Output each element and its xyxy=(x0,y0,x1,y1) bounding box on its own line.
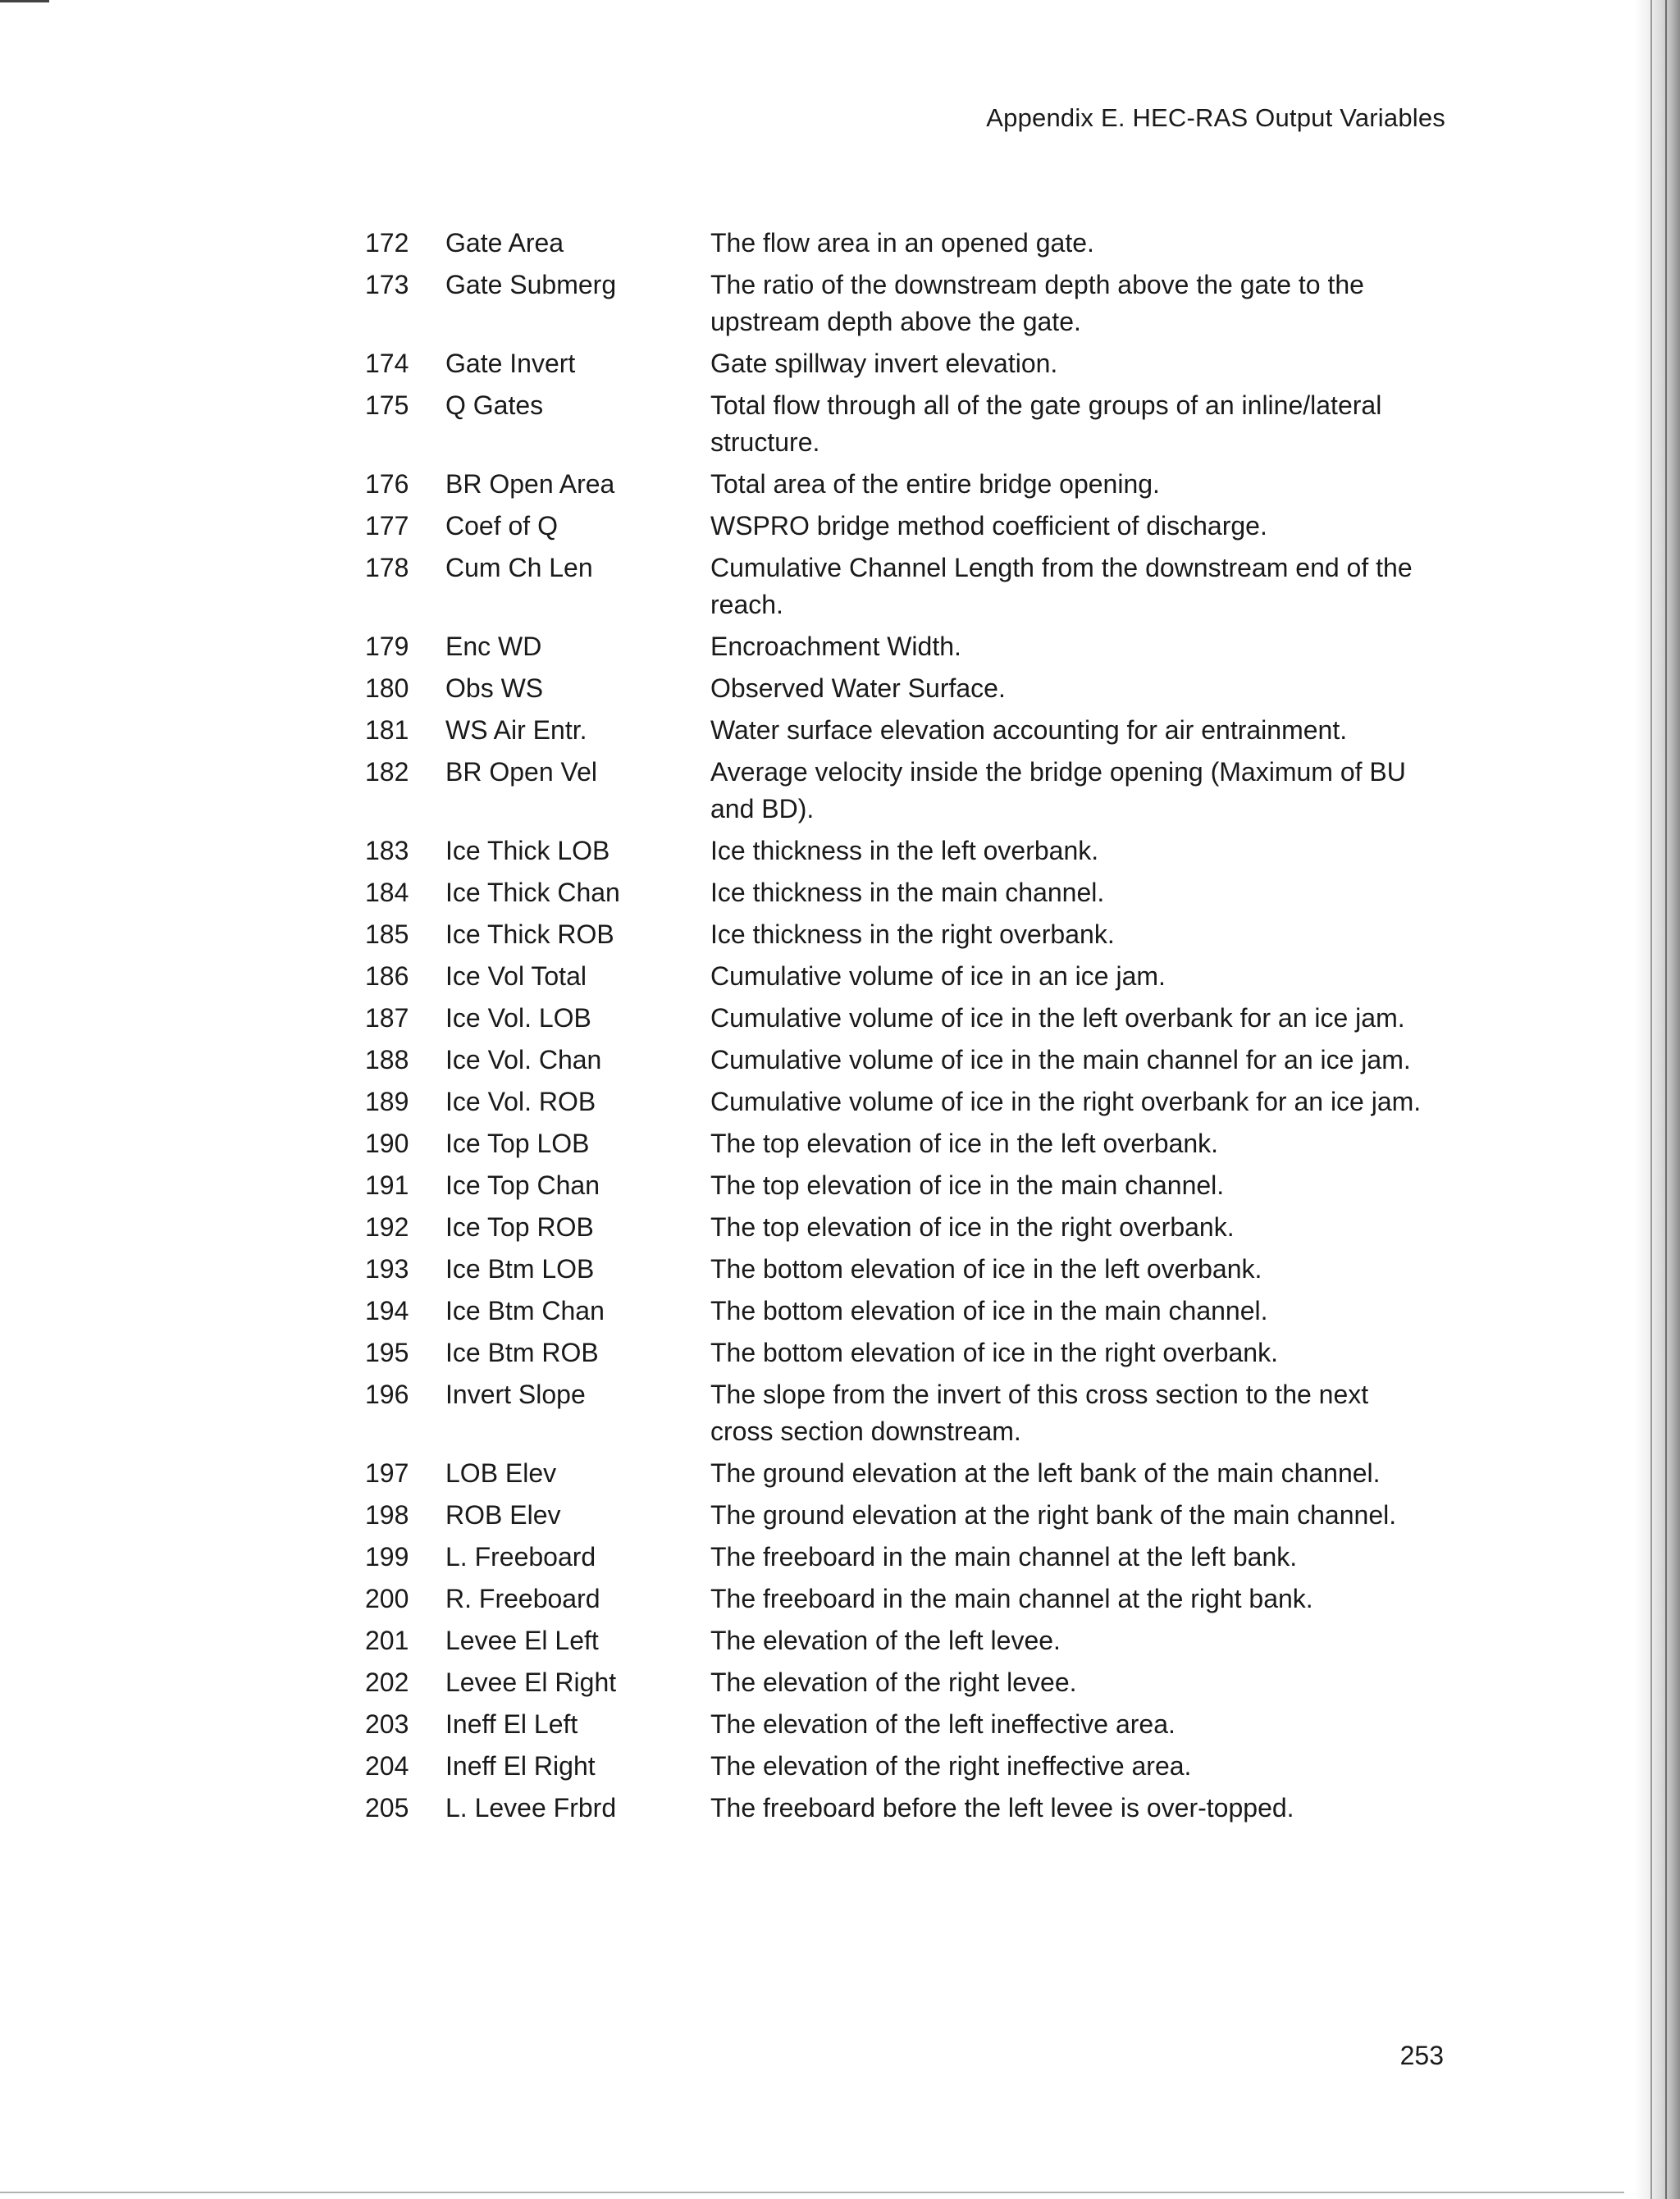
table-row xyxy=(365,1790,1448,1827)
variable-name: Ice Thick Chan xyxy=(445,878,620,907)
variable-name: Ineff El Left xyxy=(445,1709,578,1739)
variable-number: 194 xyxy=(365,1296,409,1325)
variable-name: Ice Vol. Chan xyxy=(445,1045,602,1074)
variable-description: The elevation of the right ineffective area. xyxy=(710,1751,1192,1781)
variable-number: 188 xyxy=(365,1045,409,1074)
variable-description: Cumulative Channel Length from the downstream end of the reach. xyxy=(710,553,1413,619)
variable-name: Levee El Right xyxy=(445,1667,617,1697)
table-row xyxy=(365,1581,1448,1617)
variable-name: Ineff El Right xyxy=(445,1751,596,1781)
variable-description: The bottom elevation of ice in the main channel. xyxy=(710,1296,1268,1325)
variable-name: Cum Ch Len xyxy=(445,553,593,582)
variable-description: The flow area in an opened gate. xyxy=(710,228,1094,258)
table-row xyxy=(365,1706,1448,1743)
variable-number: 172 xyxy=(365,228,409,258)
table-row xyxy=(365,833,1448,869)
table-row xyxy=(365,1539,1448,1576)
variable-description: Ice thickness in the left overbank. xyxy=(710,836,1099,865)
table-row xyxy=(365,958,1448,995)
variable-number: 190 xyxy=(365,1129,409,1158)
table-row xyxy=(365,1497,1448,1534)
table-row xyxy=(365,1664,1448,1701)
variable-description: The freeboard in the main channel at the right bank. xyxy=(710,1584,1313,1613)
variable-name: Ice Top ROB xyxy=(445,1212,594,1242)
variable-description: Ice thickness in the main channel. xyxy=(710,878,1105,907)
variable-name: Ice Top Chan xyxy=(445,1170,600,1200)
variable-number: 204 xyxy=(365,1751,409,1781)
variable-number: 187 xyxy=(365,1003,409,1033)
table-row xyxy=(365,874,1448,911)
spine-line xyxy=(1665,0,1667,2199)
variable-description: Total area of the entire bridge opening. xyxy=(710,469,1160,499)
variable-name: Ice Thick LOB xyxy=(445,836,610,865)
variable-name: LOB Elev xyxy=(445,1458,557,1488)
variable-number: 183 xyxy=(365,836,409,865)
variable-description: The ground elevation at the left bank of the main channel. xyxy=(710,1458,1381,1488)
variable-number: 185 xyxy=(365,919,409,949)
variable-description: Total flow through all of the gate groups of an inline/lateral structure. xyxy=(710,390,1382,457)
variable-name: Ice Vol. ROB xyxy=(445,1087,596,1116)
variable-name: Ice Top LOB xyxy=(445,1129,590,1158)
variable-name: Ice Btm Chan xyxy=(445,1296,605,1325)
variable-number: 200 xyxy=(365,1584,409,1613)
variable-number: 198 xyxy=(365,1500,409,1530)
variable-number: 203 xyxy=(365,1709,409,1739)
variable-name: Coef of Q xyxy=(445,511,558,541)
table-row xyxy=(365,1125,1448,1162)
variable-number: 205 xyxy=(365,1793,409,1823)
variable-description: The ratio of the downstream depth above the gate to the upstream depth above the gate. xyxy=(710,270,1364,336)
table-row xyxy=(365,1622,1448,1659)
variable-description: Observed Water Surface. xyxy=(710,673,1006,703)
table-row xyxy=(365,1748,1448,1785)
spine-line xyxy=(1650,0,1652,2199)
variable-description: The top elevation of ice in the main channel. xyxy=(710,1170,1225,1200)
variable-description: Cumulative volume of ice in an ice jam. xyxy=(710,961,1166,991)
variable-name: BR Open Area xyxy=(445,469,615,499)
table-row xyxy=(365,508,1448,545)
table-row xyxy=(365,1455,1448,1492)
variable-description: Encroachment Width. xyxy=(710,632,961,661)
variable-number: 184 xyxy=(365,878,409,907)
running-header: Appendix E. HEC-RAS Output Variables xyxy=(986,103,1445,132)
table-row xyxy=(365,1293,1448,1330)
variable-number: 193 xyxy=(365,1254,409,1284)
variable-description: Cumulative volume of ice in the right overbank for an ice jam. xyxy=(710,1087,1422,1116)
variable-description: The elevation of the left ineffective area. xyxy=(710,1709,1176,1739)
variable-description: Gate spillway invert elevation. xyxy=(710,349,1058,378)
table-row xyxy=(365,916,1448,953)
table-row xyxy=(365,1334,1448,1371)
variable-name: Ice Vol Total xyxy=(445,961,587,991)
table-row xyxy=(365,1167,1448,1204)
variable-description: The elevation of the right levee. xyxy=(710,1667,1077,1697)
variable-number: 195 xyxy=(365,1338,409,1367)
variable-name: BR Open Vel xyxy=(445,757,597,787)
table-row xyxy=(365,628,1448,665)
variable-description: Water surface elevation accounting for air entrainment. xyxy=(710,715,1348,745)
variable-number: 196 xyxy=(365,1380,409,1409)
variable-name: ROB Elev xyxy=(445,1500,561,1530)
variable-description: The top elevation of ice in the left overbank. xyxy=(710,1129,1219,1158)
variable-number: 186 xyxy=(365,961,409,991)
variable-number: 199 xyxy=(365,1542,409,1572)
variable-number: 191 xyxy=(365,1170,409,1200)
table-row xyxy=(365,345,1448,382)
variable-name: L. Freeboard xyxy=(445,1542,596,1572)
variable-number: 201 xyxy=(365,1626,409,1655)
variable-number: 173 xyxy=(365,270,409,299)
table-row xyxy=(365,712,1448,749)
variable-name: L. Levee Frbrd xyxy=(445,1793,617,1823)
variable-description: The elevation of the left levee. xyxy=(710,1626,1061,1655)
variable-number: 178 xyxy=(365,553,409,582)
table-row xyxy=(365,754,1448,828)
scan-bottom-edge xyxy=(0,2192,1624,2193)
variable-description: The bottom elevation of ice in the right overbank. xyxy=(710,1338,1278,1367)
variable-number: 189 xyxy=(365,1087,409,1116)
variable-description: The ground elevation at the right bank of the main channel. xyxy=(710,1500,1397,1530)
variable-description: The freeboard in the main channel at the left bank. xyxy=(710,1542,1298,1572)
table-row xyxy=(365,466,1448,503)
variable-description: The slope from the invert of this cross section to the next cross section downstream. xyxy=(710,1380,1369,1446)
variable-number: 197 xyxy=(365,1458,409,1488)
variable-number: 192 xyxy=(365,1212,409,1242)
table-row xyxy=(365,1376,1448,1450)
variable-name: Obs WS xyxy=(445,673,544,703)
variable-description: The freeboard before the left levee is over-topped. xyxy=(710,1793,1294,1823)
book-spine-shadow xyxy=(1634,0,1680,2199)
variable-name: Levee El Left xyxy=(445,1626,599,1655)
output-variables-table xyxy=(365,225,1448,1832)
variable-number: 174 xyxy=(365,349,409,378)
variable-number: 175 xyxy=(365,390,409,420)
variable-number: 176 xyxy=(365,469,409,499)
variable-name: WS Air Entr. xyxy=(445,715,587,745)
variable-name: Enc WD xyxy=(445,632,542,661)
variable-name: Gate Invert xyxy=(445,349,576,378)
table-row xyxy=(365,1251,1448,1288)
variable-description: The bottom elevation of ice in the left overbank. xyxy=(710,1254,1262,1284)
variable-name: Q Gates xyxy=(445,390,544,420)
table-row xyxy=(365,267,1448,340)
variable-number: 182 xyxy=(365,757,409,787)
variable-number: 177 xyxy=(365,511,409,541)
variable-description: Cumulative volume of ice in the main channel for an ice jam. xyxy=(710,1045,1411,1074)
variable-name: Ice Btm LOB xyxy=(445,1254,595,1284)
table-row xyxy=(365,387,1448,461)
variable-name: Ice Thick ROB xyxy=(445,919,614,949)
variable-name: Gate Submerg xyxy=(445,270,617,299)
table-row xyxy=(365,550,1448,623)
variable-number: 202 xyxy=(365,1667,409,1697)
variable-description: Cumulative volume of ice in the left overbank for an ice jam. xyxy=(710,1003,1405,1033)
page-number: 253 xyxy=(1399,2041,1444,2070)
variable-name: Invert Slope xyxy=(445,1380,586,1409)
table-row xyxy=(365,1042,1448,1079)
table-row xyxy=(365,1084,1448,1120)
variable-description: Average velocity inside the bridge opening (Maximum of BU and BD). xyxy=(710,757,1406,823)
table-row xyxy=(365,670,1448,707)
variable-name: Ice Btm ROB xyxy=(445,1338,599,1367)
variable-number: 179 xyxy=(365,632,409,661)
variable-name: Gate Area xyxy=(445,228,564,258)
table-row xyxy=(365,225,1448,262)
table-row xyxy=(365,1209,1448,1246)
variable-number: 180 xyxy=(365,673,409,703)
variable-name: R. Freeboard xyxy=(445,1584,600,1613)
variable-number: 181 xyxy=(365,715,409,745)
variable-name: Ice Vol. LOB xyxy=(445,1003,591,1033)
variable-description: Ice thickness in the right overbank. xyxy=(710,919,1115,949)
variable-description: The top elevation of ice in the right overbank. xyxy=(710,1212,1235,1242)
table-row xyxy=(365,1000,1448,1037)
scan-edge-mark xyxy=(0,0,49,2)
variable-description: WSPRO bridge method coefficient of discharge. xyxy=(710,511,1267,541)
